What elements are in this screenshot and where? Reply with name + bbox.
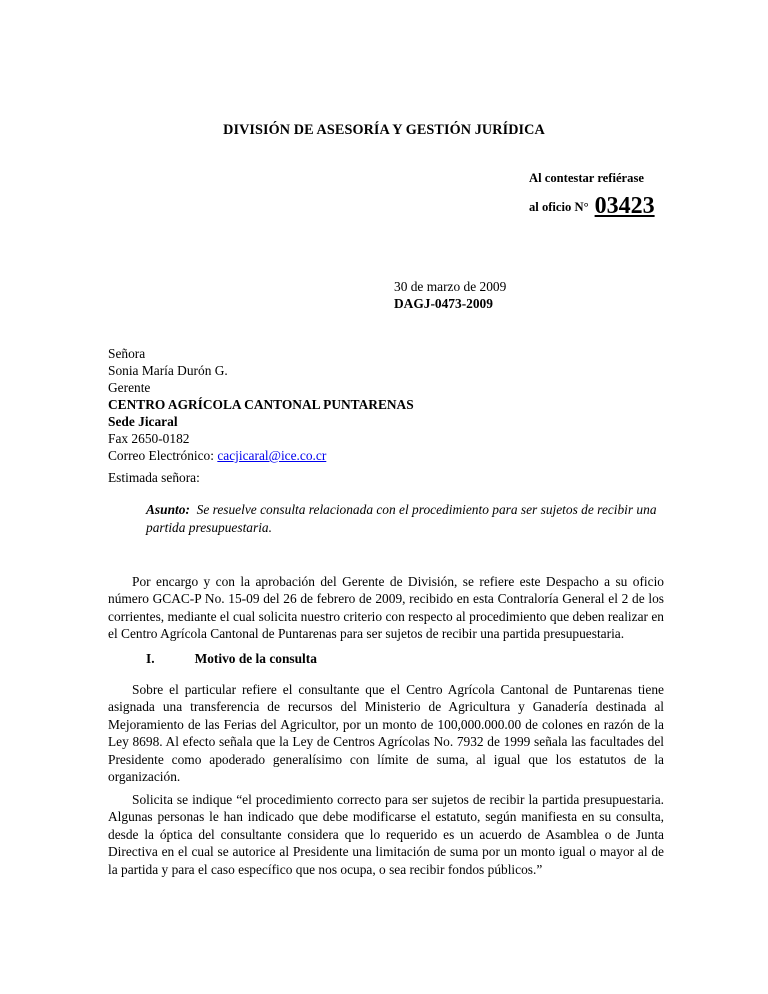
recipient-site: Sede Jicaral: [108, 414, 178, 429]
reference-number-line: [529, 191, 655, 218]
greeting: Estimada señora:: [108, 470, 200, 485]
letter-date: 30 de marzo de 2009: [394, 279, 507, 294]
paragraph-intro: Por encargo y con la aprobación del Gerente de División, se refiere este Despacho a su oficio número GCAC-P No. 15-09 del 26 de febrero de 2009, recibido en esta Contraloría General el 2 de los corrientes, mediante el cual solicita nuestro criterio con respecto al procedimiento que deben realizar en el Centro Agrícola Cantonal de Puntarenas para ser sujetos de recibir una partida presupuestaria.: [108, 574, 664, 642]
letter-code: DAGJ-0473-2009: [394, 296, 493, 311]
recipient-fax: Fax 2650-0182: [108, 431, 190, 446]
reference-label: al oficio N°: [529, 200, 589, 214]
section-number: I.: [146, 651, 155, 666]
recipient-role: Gerente: [108, 380, 151, 395]
recipient-salutation: Señora: [108, 346, 146, 361]
section-title: Motivo de la consulta: [194, 651, 317, 666]
paragraph-background: Sobre el particular refiere el consultante que el Centro Agrícola Cantonal de Puntarenas tiene asignada una transferencia de recursos del Ministerio de Agricultura y Ganadería destinada al Mejoramiento de las Ferias del Agricultor, por un monto de 100,000.000.00 de colones en razón de la Ley 8698. Al efecto señala que la Ley de Centros Agrícolas No. 7932 de 1999 señala las facultades del Presidente como apoderado generalísimo con límite de suma, al igual que los estatutos de la organización.: [108, 682, 664, 785]
recipient-email-line: [108, 447, 414, 464]
date-block: [394, 278, 506, 312]
subject-label: Asunto:: [146, 502, 190, 517]
division-heading: DIVISIÓN DE ASESORÍA Y GESTIÓN JURÍDICA: [223, 122, 545, 138]
section-heading: [146, 651, 317, 667]
subject-text: Se resuelve consulta relacionada con el procedimiento para ser sujetos de recibir una partida presupuestaria.: [146, 502, 657, 535]
recipient-org: CENTRO AGRÍCOLA CANTONAL PUNTARENAS: [108, 397, 414, 412]
reference-instruction: Al contestar refiérase: [529, 171, 644, 185]
recipient-name: Sonia María Durón G.: [108, 363, 228, 378]
email-link[interactable]: cacjicaral@ice.co.cr: [217, 448, 327, 463]
subject-block: [146, 501, 663, 537]
email-label: Correo Electrónico:: [108, 448, 218, 463]
reference-number: 03423: [594, 193, 655, 219]
recipient-block: [108, 345, 414, 464]
paragraph-request: Solicita se indique “el procedimiento correcto para ser sujetos de recibir la partida presupuestaria. Algunas personas le han indicado que debe modificarse el estatuto, según manifiesta en su consulta, desde la óptica del consultante considera que lo requerido es un acuerdo de Asamblea o de Junta Directiva en el cual se autorice al Presidente una limitación de suma por un monto igual o mayor al de la partida y para el caso específico que nos ocupa, o sea recibir fondos públicos.”: [108, 792, 664, 877]
